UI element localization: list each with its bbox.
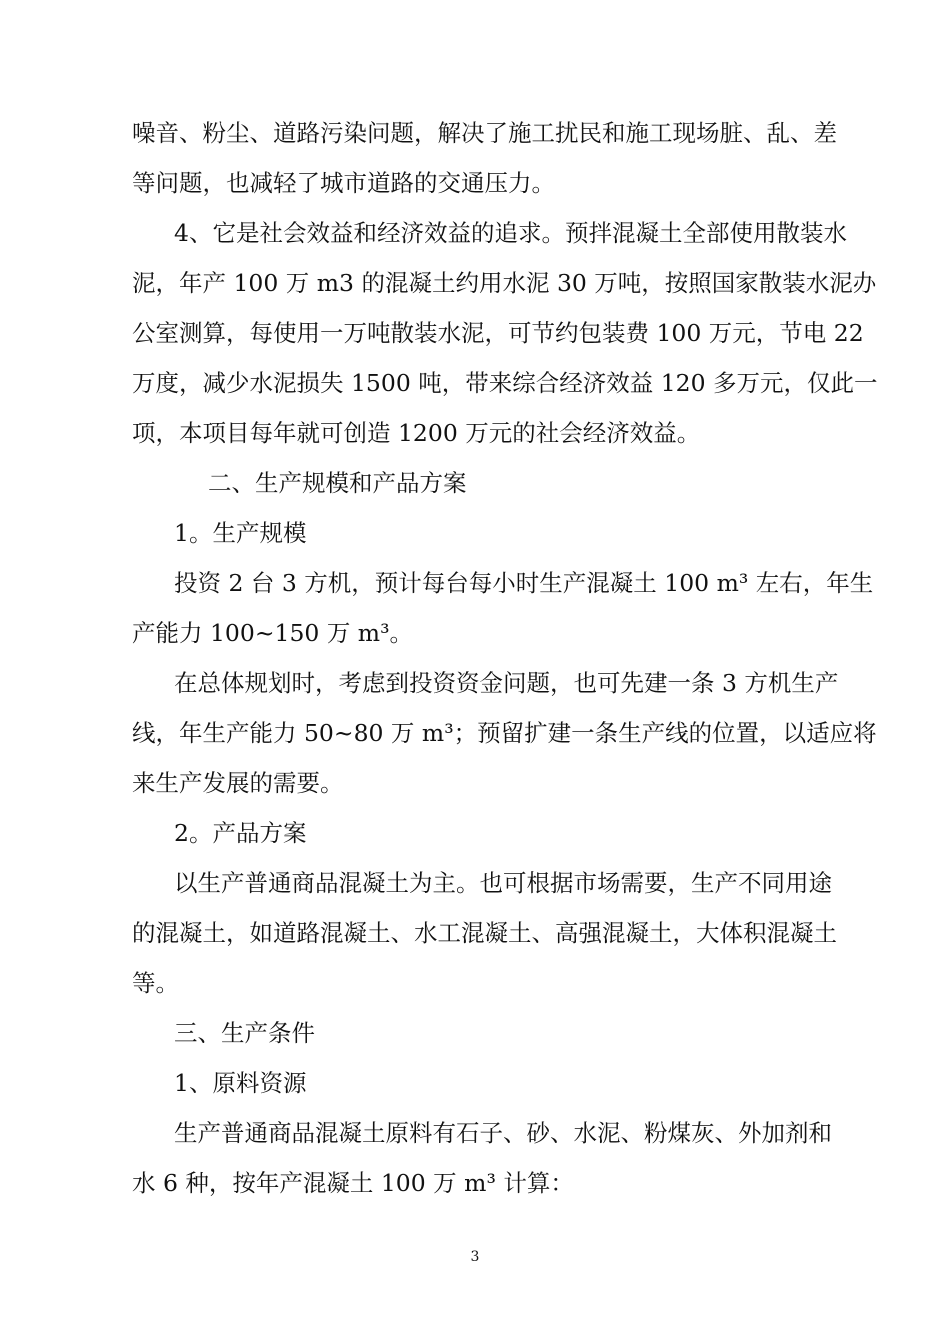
text-line: 4、它是社会效益和经济效益的追求。预拌混凝土全部使用散装水	[174, 219, 847, 247]
section-heading: 三、生产条件	[174, 1019, 315, 1047]
text-line: 等问题，也减轻了城市道路的交通压力。	[132, 169, 555, 197]
text-line: 以生产普通商品混凝土为主。也可根据市场需要，生产不同用途	[174, 869, 832, 897]
text-line: 来生产发展的需要。	[132, 769, 344, 797]
text-line: 万度，减少水泥损失 1500 吨，带来综合经济效益 120 多万元，仅此一	[132, 369, 878, 397]
page-number: 3	[470, 1249, 480, 1265]
text-line: 公室测算，每使用一万吨散装水泥，可节约包装费 100 万元，节电 22	[132, 319, 864, 347]
section-heading: 二、生产规模和产品方案	[208, 469, 467, 497]
text-line: 泥，年产 100 万 m3 的混凝土约用水泥 30 万吨，按照国家散装水泥办	[132, 269, 877, 297]
text-line: 线，年生产能力 50~80 万 m³；预留扩建一条生产线的位置，以适应将	[132, 719, 877, 747]
subsection-heading: 2。产品方案	[174, 819, 307, 847]
text-line: 投资 2 台 3 方机，预计每台每小时生产混凝土 100 m³ 左右，年生	[174, 569, 874, 597]
text-line: 的混凝土，如道路混凝土、水工混凝土、高强混凝土，大体积混凝土	[132, 919, 837, 947]
subsection-heading: 1、原料资源	[174, 1069, 307, 1097]
subsection-heading: 1。生产规模	[174, 519, 307, 547]
text-line: 等。	[132, 969, 179, 997]
text-line: 产能力 100~150 万 m³。	[132, 619, 414, 647]
text-line: 项，本项目每年就可创造 1200 万元的社会经济效益。	[132, 419, 701, 447]
text-line: 水 6 种，按年产混凝土 100 万 m³ 计算：	[132, 1169, 574, 1197]
text-line: 噪音、粉尘、道路污染问题，解决了施工扰民和施工现场脏、乱、差	[132, 119, 837, 147]
text-line: 生产普通商品混凝土原料有石子、砂、水泥、粉煤灰、外加剂和	[174, 1119, 832, 1147]
text-line: 在总体规划时，考虑到投资资金问题，也可先建一条 3 方机生产	[174, 669, 839, 697]
